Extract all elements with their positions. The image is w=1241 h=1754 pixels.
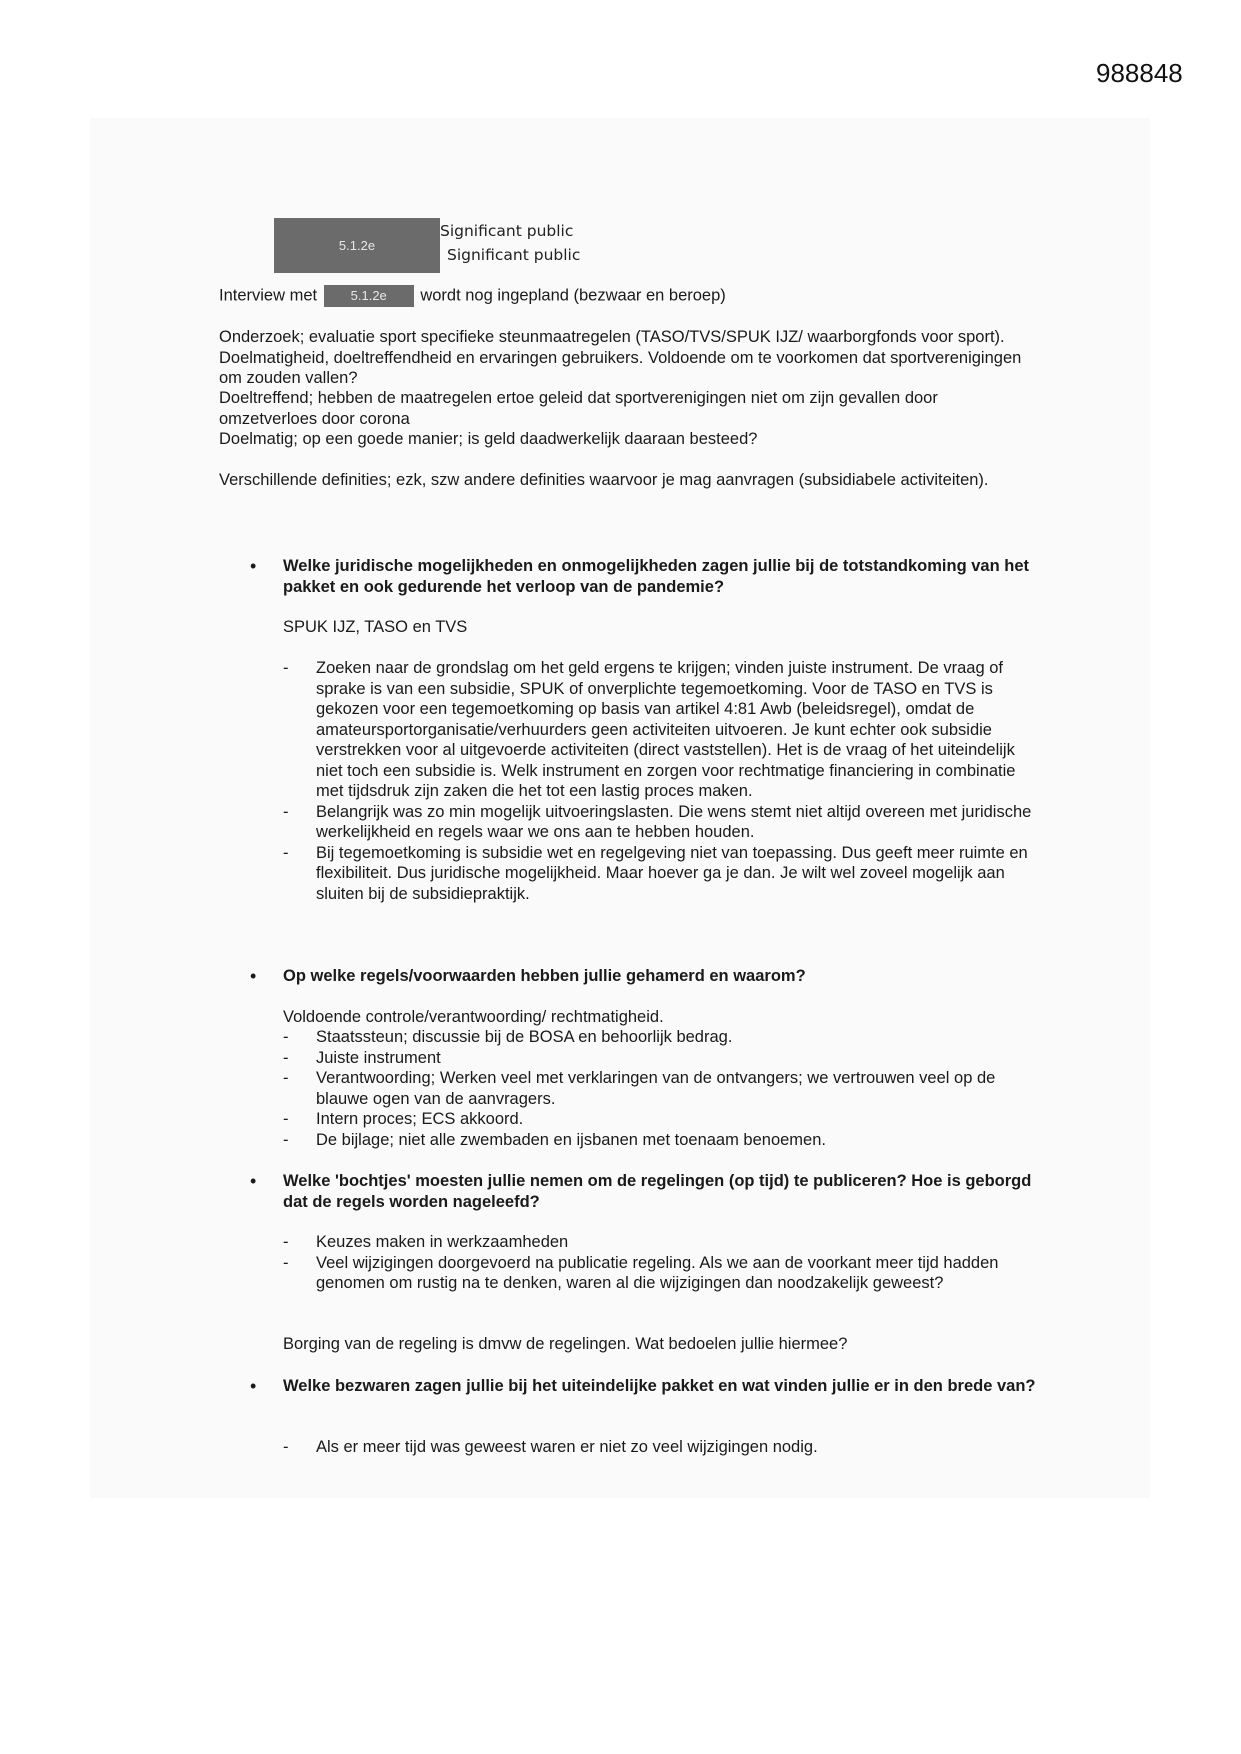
question-heading: Welke 'bochtjes' moesten jullie nemen om de regelingen (op tijd) te publiceren? Hoe is geborgd dat de regels worden nageleefd?: [283, 1172, 1032, 1211]
intro-paragraph-effective: Doeltreffend; hebben de maatregelen ertoe geleid dat sportverenigingen niet om zijn gevallen door omzetverloes door corona: [219, 389, 938, 428]
list-item: - Verantwoording; Werken veel met verklaringen van de ontvangers; we vertrouwen veel op de blauwe ogen van de aanvragers.: [283, 1068, 1033, 1109]
redaction-block: 5.1.2e: [274, 218, 440, 273]
interview-suffix: wordt nog ingepland (bezwaar en beroep): [420, 286, 726, 305]
list-item: - Als er meer tijd was geweest waren er niet zo veel wijzigingen nodig.: [283, 1437, 1033, 1458]
question-heading: Op welke regels/voorwaarden hebben jullie gehamerd en waarom?: [283, 967, 806, 985]
list-item: - Keuzes maken in werkzaamheden: [283, 1232, 1033, 1253]
answer-list: [283, 658, 1033, 904]
list-item: - Zoeken naar de grondslag om het geld ergens te krijgen; vinden juiste instrument. De vraag of sprake is van een subsidie, SPUK of onverplichte tegemoetkoming. Voor de TASO en TVS is gekozen voor een tegemoetkoming op basis van artikel 4:81 Awb (beleidsregel), omdat de amateursportorganisatie/verhuurders geen activiteiten uitvoeren. Je kunt echter ook subsidie verstrekken voor al uitgevoerde activiteiten (direct vaststellen). Het is de vraag of het uiteindelijk niet toch een subsidie is. Welk instrument en zorgen voor rechtmatige financiering in combinatie met tijdsdruk zijn zaken die het tot een lastig proces maken.: [283, 658, 1033, 802]
answer-list: [283, 1027, 1033, 1150]
bullet-point: •: [250, 1376, 257, 1396]
question-subtitle: Voldoende controle/verantwoording/ rechtmatigheid.: [283, 1008, 664, 1026]
answer-list: [283, 1232, 1033, 1294]
question-heading: Welke juridische mogelijkheden en onmogelijkheden zagen jullie bij de totstandkoming van het pakket en ook gedurende het verloop van de pandemie?: [283, 557, 1029, 596]
classification-label: Significant public: [440, 222, 574, 240]
list-item: - Veel wijzigingen doorgevoerd na publicatie regeling. Als we aan de voorkant meer tijd hadden genomen om rustig na te denken, waren al die wijzigingen dan noodzakelijk geweest?: [283, 1253, 1033, 1294]
intro-paragraph-research: Onderzoek; evaluatie sport specifieke steunmaatregelen (TASO/TVS/SPUK IJZ/ waarborgfonds voor sport). Doelmatigheid, doeltreffendheid en ervaringen gebruikers. Voldoende om te voorkomen dat sportverenigingen om zouden vallen?: [219, 328, 1022, 387]
followup-text: Borging van de regeling is dmvw de regelingen. Wat bedoelen jullie hiermee?: [283, 1335, 848, 1353]
inline-redaction: 5.1.2e: [324, 285, 414, 307]
list-item: - Belangrijk was zo min mogelijk uitvoeringslasten. Die wens stemt niet altijd overeen met juridische werkelijkheid en regels waar we ons aan te hebben houden.: [283, 802, 1033, 843]
bullet-point: •: [250, 966, 257, 986]
bullet-point: •: [250, 556, 257, 576]
list-item: - Bij tegemoetkoming is subsidie wet en regelgeving niet van toepassing. Dus geeft meer ruimte en flexibiliteit. Dus juridische mogelijkheid. Maar hoever ga je dan. Je wilt wel zoveel mogelijk aan sluiten bij de subsidiepraktijk.: [283, 843, 1033, 905]
answer-list: [283, 1437, 1033, 1458]
interview-line: [219, 285, 726, 307]
question-heading: Welke bezwaren zagen jullie bij het uiteindelijke pakket en wat vinden jullie er in den brede van?: [283, 1377, 1036, 1395]
document-id: 988848: [1096, 58, 1183, 88]
classification-label: Significant public: [447, 246, 581, 264]
list-item: - Juiste instrument: [283, 1048, 1033, 1069]
interview-prefix: Interview met: [219, 286, 318, 305]
list-item: - Staatssteun; discussie bij de BOSA en behoorlijk bedrag.: [283, 1027, 1033, 1048]
intro-paragraph-definitions: Verschillende definities; ezk, szw andere definities waarvoor je mag aanvragen (subsidiabele activiteiten).: [219, 471, 989, 489]
intro-paragraph-efficient: Doelmatig; op een goede manier; is geld daadwerkelijk daaraan besteed?: [219, 430, 758, 448]
list-item: - De bijlage; niet alle zwembaden en ijsbanen met toenaam benoemen.: [283, 1130, 1033, 1151]
bullet-point: •: [250, 1171, 257, 1191]
list-item: - Intern proces; ECS akkoord.: [283, 1109, 1033, 1130]
question-subtitle: SPUK IJZ, TASO en TVS: [283, 618, 468, 636]
